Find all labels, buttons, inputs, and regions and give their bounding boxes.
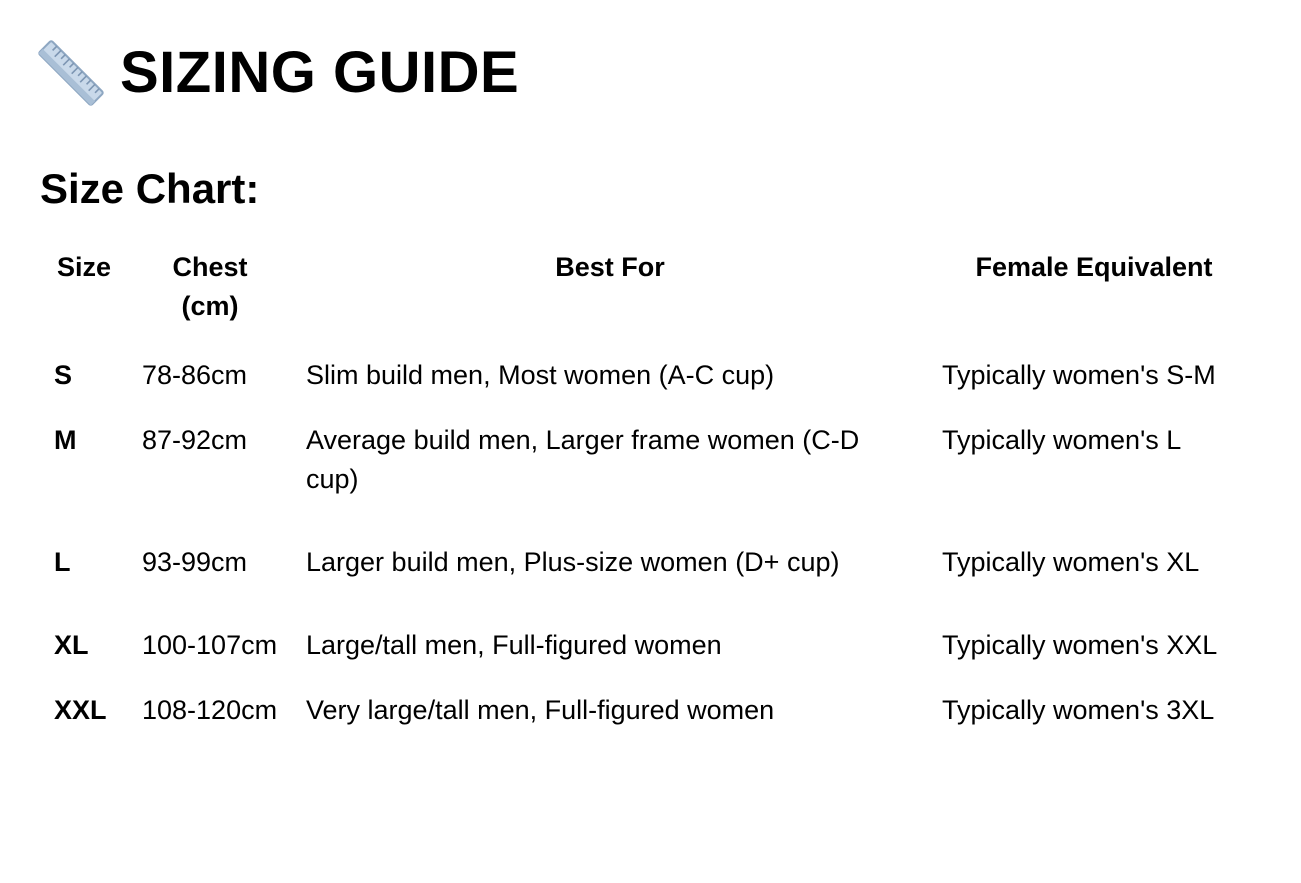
size-cell: L: [54, 547, 71, 577]
size-cell: XL: [54, 630, 89, 660]
table-row: [40, 533, 1260, 616]
table-row: [40, 616, 1260, 681]
best-for-cell: Average build men, Larger frame women (C-D cup): [306, 425, 860, 494]
size-cell: XXL: [54, 695, 107, 725]
size-chart-table: [40, 244, 1260, 746]
column-header-best-for: Best For: [555, 252, 665, 282]
size-cell: S: [54, 360, 73, 390]
table-row: [40, 346, 1260, 411]
title-row: [38, 38, 519, 108]
ruler-icon: [38, 40, 104, 106]
column-header-female-equivalent: Female Equivalent: [975, 252, 1213, 282]
table-row: [40, 681, 1260, 746]
best-for-cell: Larger build men, Plus-size women (D+ cup): [306, 547, 840, 577]
table-row: [40, 411, 1260, 533]
size-cell: M: [54, 425, 77, 455]
best-for-cell: Large/tall men, Full-figured women: [306, 630, 722, 660]
best-for-cell: Slim build men, Most women (A-C cup): [306, 360, 775, 390]
female-equivalent-cell: Typically women's L: [942, 425, 1182, 455]
page-title: SIZING GUIDE: [120, 40, 520, 105]
female-equivalent-cell: Typically women's XXL: [942, 630, 1218, 660]
female-equivalent-cell: Typically women's XL: [942, 547, 1200, 577]
chest-cell: 108-120cm: [142, 695, 278, 725]
chest-cell: 87-92cm: [142, 425, 248, 455]
female-equivalent-cell: Typically women's 3XL: [942, 695, 1215, 725]
chest-cell: 100-107cm: [142, 630, 278, 660]
female-equivalent-cell: Typically women's S-M: [942, 360, 1216, 390]
section-title: Size Chart:: [40, 165, 260, 212]
table-header-row: [40, 244, 1260, 346]
column-header-chest: Chest (cm): [172, 252, 248, 321]
best-for-cell: Very large/tall men, Full-figured women: [306, 695, 775, 725]
chest-cell: 93-99cm: [142, 547, 248, 577]
column-header-size: Size: [56, 252, 112, 282]
chest-cell: 78-86cm: [142, 360, 248, 390]
